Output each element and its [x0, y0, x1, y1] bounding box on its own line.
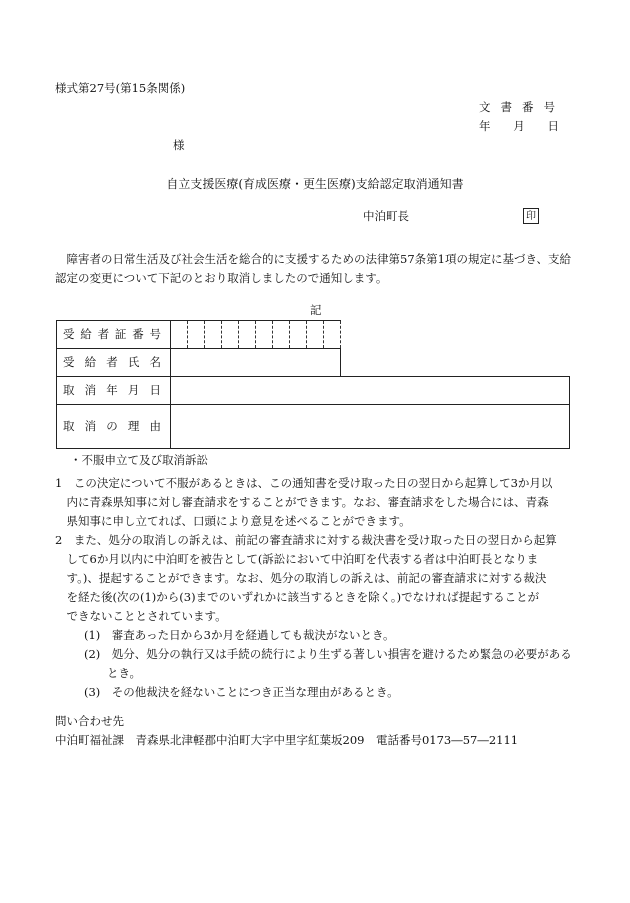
- label-cell: [57, 349, 171, 377]
- digit-cell[interactable]: [290, 321, 307, 349]
- seal-mark: 印: [523, 208, 539, 224]
- appeal-line: 2 また、処分の取消しの訴えは、前記の審査請求に対する裁決書を受け取った日の翌日から起算: [55, 533, 557, 547]
- issuer-name: 中泊町長: [363, 209, 409, 223]
- date-day: 日: [547, 119, 559, 133]
- document-number-label: 文書番号: [479, 100, 565, 114]
- recipient-name-label: 受 給 者 氏 名: [63, 354, 161, 369]
- date-year: 年: [479, 119, 491, 133]
- spacer-cell: [341, 349, 570, 377]
- label-cell: [57, 405, 171, 449]
- date-line: [479, 121, 559, 133]
- appeal-item-2: [55, 531, 577, 626]
- appeal-line: 県知事に申し立てれば、口頭により意見を述べることができます。: [55, 514, 411, 528]
- cancel-reason-label: 取 消 の 理 由: [63, 418, 161, 433]
- digit-cell[interactable]: [307, 321, 324, 349]
- recipient-name-value[interactable]: [171, 349, 341, 377]
- condition-1: [84, 626, 576, 645]
- appeal-item-1: [55, 474, 577, 531]
- date-month: 月: [513, 119, 525, 133]
- recipient-number-label: 受 給 者 証 番 号: [63, 326, 161, 341]
- digit-cell[interactable]: [256, 321, 273, 349]
- condition-line: (2) 処分、処分の執行又は手続の続行により生ずる著しい損害を避けるため緊急の必要がある: [84, 647, 572, 661]
- ki-heading: 記: [310, 303, 322, 317]
- cancel-date-value[interactable]: [171, 377, 570, 405]
- document-title: 自立支援医療(育成医療・更生医療)支給認定取消通知書: [166, 177, 464, 191]
- label-cell: [57, 321, 171, 349]
- table-row: [57, 349, 570, 377]
- digit-cell[interactable]: [239, 321, 256, 349]
- label-cell: [57, 377, 171, 405]
- condition-line: (3) その他裁決を経ないことにつき正当な理由があるとき。: [84, 685, 399, 699]
- appeal-line: を経た後(次の(1)から(3)までのいずれかに該当するときを除く。)でなければ提起することが: [55, 590, 540, 604]
- table-row: [57, 405, 570, 449]
- digit-cell[interactable]: [171, 321, 188, 349]
- cancel-date-label: 取 消 年 月 日: [63, 382, 161, 397]
- form-number: 様式第27号(第15条関係): [55, 81, 186, 95]
- digit-cell[interactable]: [324, 321, 341, 349]
- digit-cell[interactable]: [188, 321, 205, 349]
- digit-cell[interactable]: [205, 321, 222, 349]
- contact-line: 中泊町福祉課 青森県北津軽郡中泊町大字中里字紅葉坂209 電話番号0173―57―2111: [55, 733, 519, 747]
- table-row: [57, 377, 570, 405]
- appeal-line: す。)、提起することができます。なお、処分の取消しの訴えは、前記の審査請求に対する裁決: [55, 571, 547, 585]
- condition-3: [84, 683, 576, 702]
- table-row: [57, 321, 570, 349]
- intro-line: 認定の変更について下記のとおり取消しましたので通知します。: [55, 271, 388, 285]
- condition-line: とき。: [84, 666, 142, 680]
- appeal-heading: ・不服申立て及び取消訴訟: [70, 453, 208, 467]
- condition-line: (1) 審査あった日から3か月を経過しても裁決がないとき。: [84, 628, 395, 642]
- appeal-line: 1 この決定について不服があるときは、この通知書を受け取った日の翌日から起算して3か月以: [55, 476, 553, 490]
- appeal-line: して6か月以内に中泊町を被告として(訴訟において中泊町を代表する者は中泊町長となりま: [55, 552, 539, 566]
- addressee-suffix: 様: [173, 138, 185, 152]
- appeal-line: 内に青森県知事に対し審査請求をすることができます。なお、審査請求をした場合には、青森: [55, 495, 549, 509]
- spacer-cell: [341, 321, 570, 349]
- digit-cell[interactable]: [273, 321, 290, 349]
- cancel-reason-value[interactable]: [171, 405, 570, 449]
- digit-cell[interactable]: [222, 321, 239, 349]
- condition-2: [84, 645, 576, 683]
- details-table: [56, 320, 570, 449]
- appeal-line: できないこととされています。: [55, 609, 227, 623]
- intro-paragraph: [55, 250, 575, 288]
- intro-line: 障害者の日常生活及び社会生活を総合的に支援するための法律第57条第1項の規定に基づき、支給: [55, 252, 571, 266]
- inquiry-label: 問い合わせ先: [55, 714, 124, 728]
